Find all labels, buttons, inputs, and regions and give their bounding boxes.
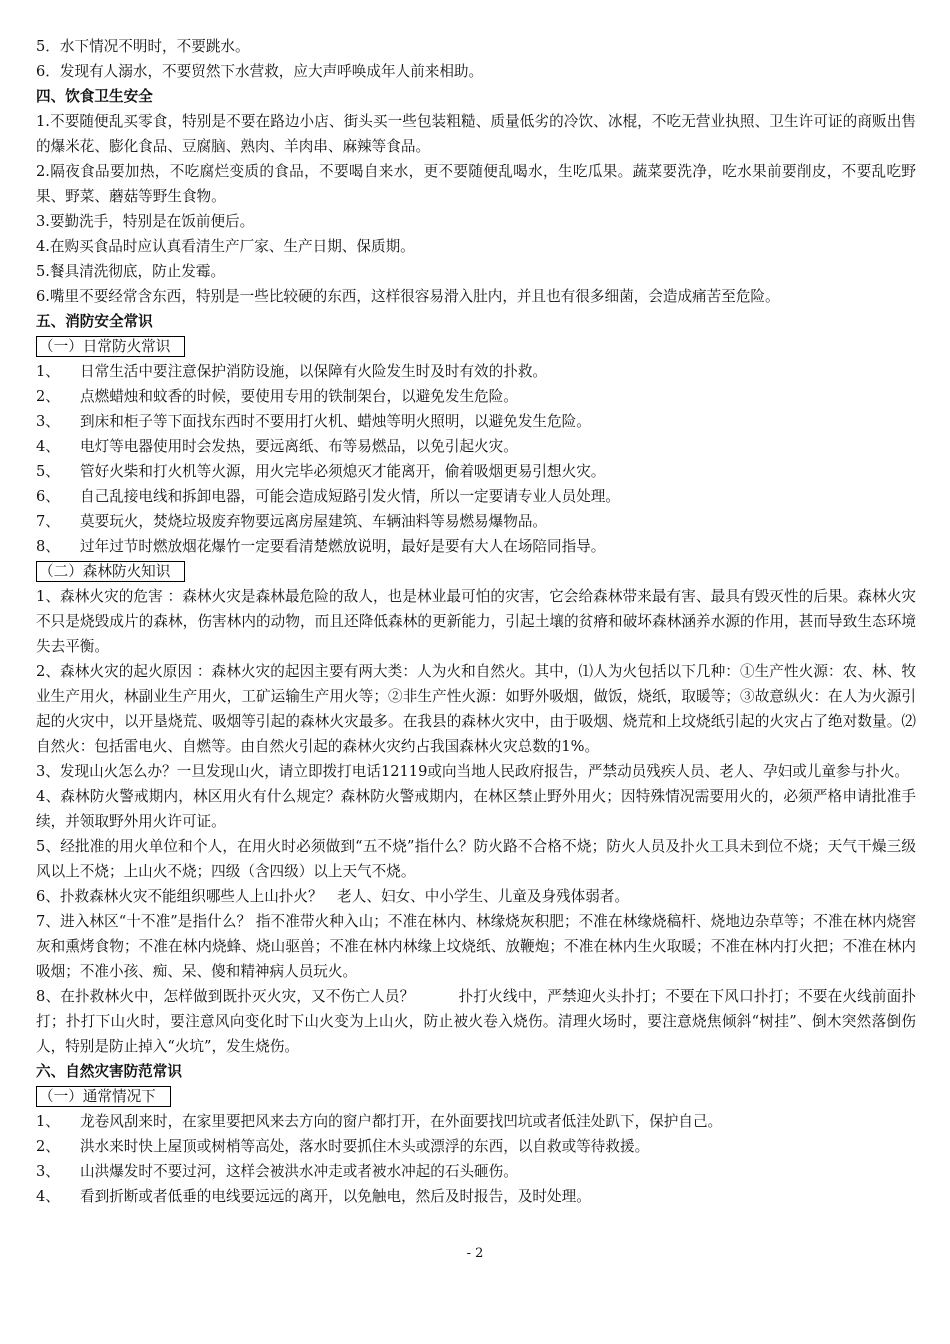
food-item: 2.隔夜食品要加热，不吃腐烂变质的食品，不要喝自来水，更不要随便乱喝水，生吃瓜果。蔬菜要洗净，吃水果前要削皮，不要乱吃野果、野菜、蘑菇等野生食物。 [36,163,916,205]
item-number: 2、 [36,388,60,405]
section-heading-food: 四、饮食卫生安全 [36,88,153,105]
item-text: 点燃蜡烛和蚊香的时候，要使用专用的铁制架台，以避免发生危险。 [80,388,518,405]
item-number: 3、 [36,413,60,430]
item-text: 过年过节时燃放烟花爆竹一定要看清楚燃放说明，最好是要有大人在场陪同指导。 [80,538,606,555]
item-text: 到床和柜子等下面找东西时不要用打火机、蜡烛等明火照明，以避免发生危险。 [80,413,591,430]
section-heading-disaster: 六、自然灾害防范常识 [36,1063,182,1080]
fire-item [36,509,916,534]
fire-item [36,409,916,434]
item-text: 山洪爆发时不要过河，这样会被洪水冲走或者被水冲起的石头砸伤。 [80,1163,518,1180]
page-number: - 2 [466,1246,484,1261]
forest-item: 4、森林防火警戒期内，林区用火有什么规定？森林防火警戒期内，在林区禁止野外用火；因特殊情况需要用火的，必须严格申请批准手续，并领取野外用火许可证。 [36,788,916,830]
forest-item: 8、在扑救林火中，怎样做到既扑灭火灾，又不伤亡人员？ 扑打火线中，严禁迎火头扑打；不要在下风口扑打；不要在火线前面扑打；扑打下山火时，要注意风向变化时下山火变为上山火，防止被火卷入烧伤。清理火场时，要注意烧焦倾斜“树挂”、倒木突然落倒伤人，特别是防止掉入“火坑”，发生烧伤。 [36,988,916,1055]
item-number: 5、 [36,463,60,480]
forest-item: 6、扑救森林火灾不能组织哪些人上山扑火？ 老人、妇女、中小学生、儿童及身残体弱者。 [36,888,630,905]
fire-item [36,534,916,559]
item-text: 看到折断或者低垂的电线要远远的离开，以免触电，然后及时报告，及时处理。 [80,1188,591,1205]
food-item: 3.要勤洗手，特别是在饭前便后。 [36,213,255,230]
food-item: 6.嘴里不要经常含东西，特别是一些比较硬的东西，这样很容易滑入肚内，并且也有很多细菌，会造成痛苦至危险。 [36,288,780,305]
disaster-item [36,1159,916,1184]
item-number: 4、 [36,438,60,455]
item-number: 7、 [36,513,60,530]
item-number: 6、 [36,488,60,505]
item-number: 2、 [36,1138,60,1155]
item-text: 洪水来时快上屋顶或树梢等高处，落水时要抓住木头或漂浮的东西，以自救或等待救援。 [80,1138,650,1155]
line-6: 6．发现有人溺水，不要贸然下水营救，应大声呼唤成年人前来相助。 [36,63,484,80]
food-item: 5.餐具清洗彻底，防止发霉。 [36,263,226,280]
food-item: 1.不要随便乱买零食，特别是不要在路边小店、街头买一些包装粗糙、质量低劣的冷饮、冰棍，不吃无营业执照、卫生许可证的商贩出售的爆米花、膨化食品、豆腐脑、熟肉、羊肉串、麻辣等食品。 [36,113,916,155]
fire-item [36,359,916,384]
item-number: 1、 [36,363,60,380]
fire-item [36,459,916,484]
item-text: 管好火柴和打火机等火源，用火完毕必须熄灭才能离开，偷着吸烟更易引想火灾。 [80,463,606,480]
item-number: 3、 [36,1163,60,1180]
fire-item [36,484,916,509]
item-text: 日常生活中要注意保护消防设施，以保障有火险发生时及时有效的扑救。 [80,363,548,380]
subsection-forest-fire: （二）森林防火知识 [36,561,185,582]
forest-item: 2、森林火灾的起火原因 ：森林火灾的起因主要有两大类：人为火和自然火。其中，⑴人为火包括以下几种：①生产性火源：农、林、牧业生产用火，林副业生产用火，工矿运输生产用火等；②非生产性火源：如野外吸烟，做饭，烧纸，取暖等；③故意纵火：在人为火源引起的火灾中，以开垦烧荒、吸烟等引起的森林火灾最多。在我县的森林火灾中，由于吸烟、烧荒和上坟烧纸引起的火灾占了绝对数量。⑵自然火：包括雷电火、自燃等。由自然火引起的森林火灾约占我国森林火灾总数的1%。 [36,663,916,755]
item-number: 8、 [36,538,60,555]
section-heading-fire: 五、消防安全常识 [36,313,153,330]
disaster-item [36,1109,916,1134]
disaster-item [36,1184,916,1209]
fire-item [36,384,916,409]
forest-item: 5、经批准的用火单位和个人，在用火时必须做到“五不烧”指什么？防火路不合格不烧；防火人员及扑火工具未到位不烧；天气干燥三级风以上不烧；上山火不烧；四级（含四级）以上天气不烧。 [36,838,916,880]
document-page [36,34,916,1209]
disaster-item [36,1134,916,1159]
subsection-usual: （一）通常情况下 [36,1086,171,1107]
forest-item: 7、进入林区“十不准”是指什么？ 指不准带火种入山；不准在林内、林缘烧灰积肥；不准在林缘烧稿杆、烧地边杂草等；不准在林内烧窖灰和熏烤食物；不准在林内烧蜂、烧山驱兽；不准在林内林缘上坟烧纸、放鞭炮；不准在林内生火取暖；不准在林内打火把；不准在林内吸烟；不准小孩、痴、呆、傻和精神病人员玩火。 [36,913,916,980]
item-text: 电灯等电器使用时会发热，要远离纸、布等易燃品，以免引起火灾。 [80,438,518,455]
forest-item: 1、森林火灾的危害 ：森林火灾是森林最危险的敌人，也是林业最可怕的灾害，它会给森林带来最有害、最具有毁灭性的后果。森林火灾不只是烧毁成片的森林，伤害林内的动物，而且还降低森林的更新能力，引起土壤的贫瘠和破坏森林涵养水源的作用，甚而导致生态环境失去平衡。 [36,588,916,655]
item-text: 龙卷风刮来时，在家里要把风来去方向的窗户都打开，在外面要找凹坑或者低洼处趴下，保护自己。 [80,1113,723,1130]
forest-item: 3、发现山火怎么办？一旦发现山火，请立即拨打电话12119或向当地人民政府报告，严禁动员残疾人员、老人、孕妇或儿童参与扑火。 [36,763,909,780]
subsection-daily-fire: （一）日常防火常识 [36,336,185,357]
fire-item [36,434,916,459]
item-text: 莫要玩火，焚烧垃圾废弃物要远离房屋建筑、车辆油料等易燃易爆物品。 [80,513,548,530]
item-text: 自己乱接电线和拆卸电器，可能会造成短路引发火情，所以一定要请专业人员处理。 [80,488,620,505]
food-item: 4.在购买食品时应认真看清生产厂家、生产日期、保质期。 [36,238,415,255]
line-5: 5．水下情况不明时，不要跳水。 [36,38,250,55]
item-number: 4、 [36,1188,60,1205]
item-number: 1、 [36,1113,60,1130]
